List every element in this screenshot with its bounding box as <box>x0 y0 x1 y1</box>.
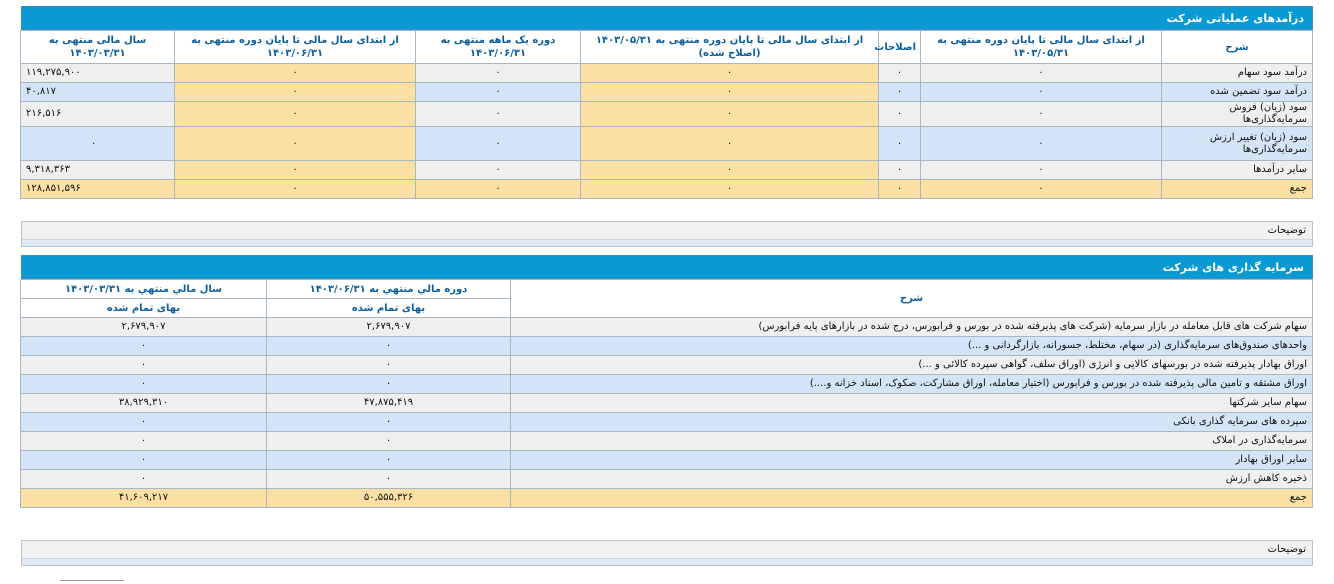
revenue-header-ytd-0531: از ابتدای سال مالی تا پایان دوره منتهی به ۱۴۰۳/۰۵/۳۱ <box>921 31 1162 64</box>
revenue-header-desc: شرح <box>1162 31 1313 64</box>
revenue-header-adjustments: اصلاحات <box>879 31 921 64</box>
table-row <box>21 127 1313 161</box>
cell-value: ۰ <box>267 451 511 470</box>
cell-value: ۰ <box>416 161 581 180</box>
table-row <box>21 337 1313 356</box>
cell-value: ۴۱,۶۰۹,۲۱۷ <box>21 489 267 508</box>
cell-value: ۰ <box>581 161 879 180</box>
cell-value: ۰ <box>921 180 1162 199</box>
row-label: سهام سایر شرکتها <box>511 394 1313 413</box>
table-row <box>21 394 1313 413</box>
investments-section <box>21 255 1313 508</box>
row-label: سرمایه‌گذاری در املاک <box>511 432 1313 451</box>
row-label: درآمد سود تضمین شده <box>1162 83 1313 102</box>
cell-value: ۰ <box>21 127 175 161</box>
cell-value: ۵۰,۵۵۵,۳۲۶ <box>267 489 511 508</box>
cell-value: ۰ <box>175 180 416 199</box>
cell-value: ۰ <box>416 83 581 102</box>
revenue-table <box>20 30 1313 199</box>
cell-value: ۰ <box>581 64 879 83</box>
row-label: ذخیره کاهش ارزش <box>511 470 1313 489</box>
row-label: جمع <box>1162 180 1313 199</box>
cell-value: ۰ <box>21 432 267 451</box>
row-label: سایر درآمدها <box>1162 161 1313 180</box>
cell-value: ۱۲۸,۸۵۱,۵۹۶ <box>21 180 175 199</box>
cell-value: ۰ <box>416 127 581 161</box>
revenue-header-one-month: دوره یک ماهه منتهی به ۱۴۰۳/۰۶/۳۱ <box>416 31 581 64</box>
investments-title: سرمایه گذاری های شرکت <box>21 255 1313 279</box>
row-label: واحدهای صندوق‌های سرمایه‌گذاری (در سهام، مختلط، جسورانه، بازارگردانی و ...) <box>511 337 1313 356</box>
notes-content <box>22 559 1312 565</box>
cell-value: ۳۸,۹۲۹,۳۱۰ <box>21 394 267 413</box>
table-row <box>21 470 1313 489</box>
cell-value: ۰ <box>581 102 879 127</box>
cell-value: ۰ <box>267 356 511 375</box>
cell-value: ۰ <box>21 375 267 394</box>
row-label: درآمد سود سهام <box>1162 64 1313 83</box>
cell-value: ۰ <box>879 64 921 83</box>
table-row <box>21 64 1313 83</box>
cell-value: ۰ <box>175 64 416 83</box>
cell-value: ۰ <box>21 413 267 432</box>
row-label: سود (زیان) تغییر ارزش سرمایه‌گذاری‌ها <box>1162 127 1313 161</box>
cell-value: ۰ <box>416 102 581 127</box>
revenue-header-ytd-0631: از ابتدای سال مالی تا پایان دوره منتهی به ۱۴۰۳/۰۶/۳۱ <box>175 31 416 64</box>
cell-value: ۰ <box>175 102 416 127</box>
revenue-section <box>21 6 1313 199</box>
row-label: اوراق بهادار پذیرفته شده در بورسهای کالایی و انرژی (اوراق سلف، گواهی سپرده کالائی و ...) <box>511 356 1313 375</box>
row-label: سود (زیان) فروش سرمایه‌گذاری‌ها <box>1162 102 1313 127</box>
table-row <box>21 413 1313 432</box>
table-row <box>21 161 1313 180</box>
cell-value: ۰ <box>921 64 1162 83</box>
revenue-header-fiscal-year: سال مالی منتهی به ۱۴۰۳/۰۳/۳۱ <box>21 31 175 64</box>
cell-value: ۰ <box>267 470 511 489</box>
cell-value: ۰ <box>581 180 879 199</box>
table-row <box>21 432 1313 451</box>
investments-header-desc: شرح <box>511 280 1313 318</box>
cell-value: ۰ <box>921 161 1162 180</box>
table-row <box>21 102 1313 127</box>
cell-value: ۰ <box>267 375 511 394</box>
table-row <box>21 356 1313 375</box>
cell-value: ۰ <box>21 451 267 470</box>
revenue-title: درآمدهای عملیاتی شرکت <box>21 6 1313 30</box>
cell-value: ۴۷,۸۷۵,۴۱۹ <box>267 394 511 413</box>
table-row-total <box>21 180 1313 199</box>
cell-value: ۰ <box>267 337 511 356</box>
cell-value: ۰ <box>416 64 581 83</box>
cell-value: ۰ <box>879 180 921 199</box>
cell-value: ۴۰,۸۱۷ <box>21 83 175 102</box>
row-label: سایر اوراق بهادار <box>511 451 1313 470</box>
table-row <box>21 318 1313 337</box>
cell-value: ۲,۶۷۹,۹۰۷ <box>21 318 267 337</box>
row-label: سپرده های سرمایه گذاری بانکی <box>511 413 1313 432</box>
row-label: اوراق مشتقه و تامین مالی پذیرفته شده در بورس و فرابورس (اختیار معامله، اوراق مشارکت، صکوک، اسناد خزانه و....) <box>511 375 1313 394</box>
cell-value: ۰ <box>175 127 416 161</box>
cell-value: ۰ <box>879 161 921 180</box>
notes-box <box>21 221 1313 247</box>
investments-header-cost-year: بهای تمام شده <box>21 299 267 318</box>
cell-value: ۰ <box>879 83 921 102</box>
investments-header-cost-period: بهای تمام شده <box>267 299 511 318</box>
notes-content <box>22 240 1312 246</box>
cell-value: ۰ <box>879 127 921 161</box>
cell-value: ۰ <box>416 180 581 199</box>
cell-value: ۰ <box>21 337 267 356</box>
row-label: سهام شرکت های قابل معامله در بازار سرمایه (شرکت های پذیرفته شده در بورس و فرابورس، درج شده در بازارهای پایه فرابورس) <box>511 318 1313 337</box>
table-row <box>21 451 1313 470</box>
cell-value: ۰ <box>175 161 416 180</box>
notes-label: توضیحات <box>22 222 1312 240</box>
cell-value: ۰ <box>921 127 1162 161</box>
cell-value: ۲۱۶,۵۱۶ <box>21 102 175 127</box>
bottom-button[interactable] <box>60 580 124 584</box>
table-row <box>21 375 1313 394</box>
cell-value: ۰ <box>267 432 511 451</box>
cell-value: ۰ <box>175 83 416 102</box>
cell-value: ۰ <box>921 102 1162 127</box>
cell-value: ۲,۶۷۹,۹۰۷ <box>267 318 511 337</box>
table-row <box>21 83 1313 102</box>
cell-value: ۰ <box>921 83 1162 102</box>
investments-header-year: سال مالي منتهي به ۱۴۰۳/۰۳/۳۱ <box>21 280 267 299</box>
row-label: جمع <box>511 489 1313 508</box>
revenue-header-ytd-0531-adjusted: از ابتدای سال مالی تا پایان دوره منتهی به ۱۴۰۳/۰۵/۳۱ (اصلاح شده) <box>581 31 879 64</box>
investments-header-period: دوره مالي منتهي به ۱۴۰۳/۰۶/۳۱ <box>267 280 511 299</box>
cell-value: ۰ <box>267 413 511 432</box>
cell-value: ۰ <box>21 356 267 375</box>
cell-value: ۰ <box>581 127 879 161</box>
notes-label: توضیحات <box>22 541 1312 559</box>
cell-value: ۰ <box>21 470 267 489</box>
cell-value: ۰ <box>879 102 921 127</box>
cell-value: ۰ <box>581 83 879 102</box>
cell-value: ۹,۳۱۸,۳۶۳ <box>21 161 175 180</box>
cell-value: ۱۱۹,۲۷۵,۹۰۰ <box>21 64 175 83</box>
notes-box <box>21 540 1313 566</box>
investments-table <box>20 279 1313 508</box>
table-row-total <box>21 489 1313 508</box>
